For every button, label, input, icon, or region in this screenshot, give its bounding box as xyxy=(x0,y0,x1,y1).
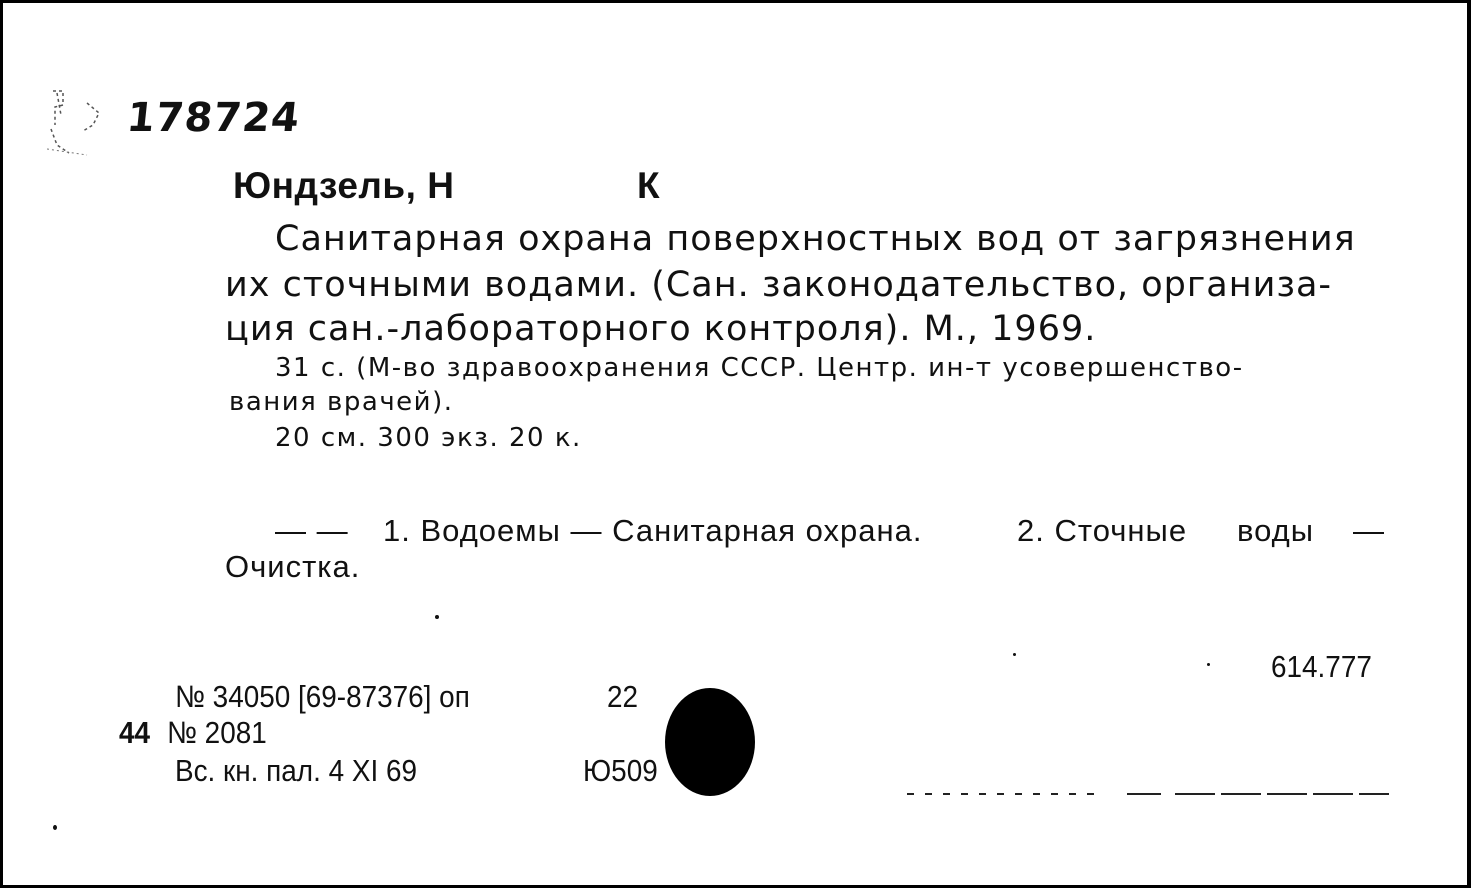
order-line-3-text: Вс. кн. пал. 4 XI 69 xyxy=(175,753,418,788)
punch-hole xyxy=(665,688,755,796)
speck xyxy=(53,825,57,830)
subject-dashes: — — xyxy=(275,513,349,548)
subject-item-1: 1. Водоемы — Санитарная охрана. xyxy=(383,513,923,548)
imprint-line-3: 20 см. 300 экз. 20 к. xyxy=(275,423,582,453)
rule-segment xyxy=(1127,793,1161,795)
subject-line-2: Очистка. xyxy=(225,549,361,584)
title-line-2: их сточными водами. (Сан. законодательство, организа- xyxy=(225,265,1333,305)
stamp-mark-icon xyxy=(47,85,103,157)
subject-item-2: 2. Сточные xyxy=(1017,513,1188,548)
imprint-line-1: 31 с. (М-во здравоохранения СССР. Центр. ин-т усовершенство- xyxy=(275,353,1244,383)
author-second-initial: К xyxy=(637,165,661,206)
speck xyxy=(1207,663,1210,666)
title-line-3: ция сан.-лабораторного контроля). М., 1969. xyxy=(225,309,1097,349)
imprint-line-2: вания врачей). xyxy=(229,387,454,417)
speck xyxy=(1013,653,1016,656)
order-line-2-number: № 2081 xyxy=(167,715,267,750)
speck xyxy=(435,615,439,619)
author-name: Юндзель, Н xyxy=(233,165,455,206)
rule-segment xyxy=(1175,793,1389,795)
dashed-rule xyxy=(907,793,1103,795)
handwritten-number: 178724 xyxy=(124,95,303,141)
order-line-2-prefix: 44 xyxy=(119,715,151,750)
classification-number: 614.777 xyxy=(1271,649,1372,684)
order-line-1-count: 22 xyxy=(607,679,639,714)
order-line-1-number: № 34050 [69-87376] оп xyxy=(175,679,470,714)
title-line-1: Санитарная охрана поверхностных вод от загрязнения xyxy=(275,219,1356,259)
author-heading xyxy=(233,165,661,207)
order-line-3-code: Ю509 xyxy=(583,753,658,788)
subject-dash-end: — xyxy=(1353,513,1385,548)
subject-item-2b: воды xyxy=(1237,513,1315,548)
